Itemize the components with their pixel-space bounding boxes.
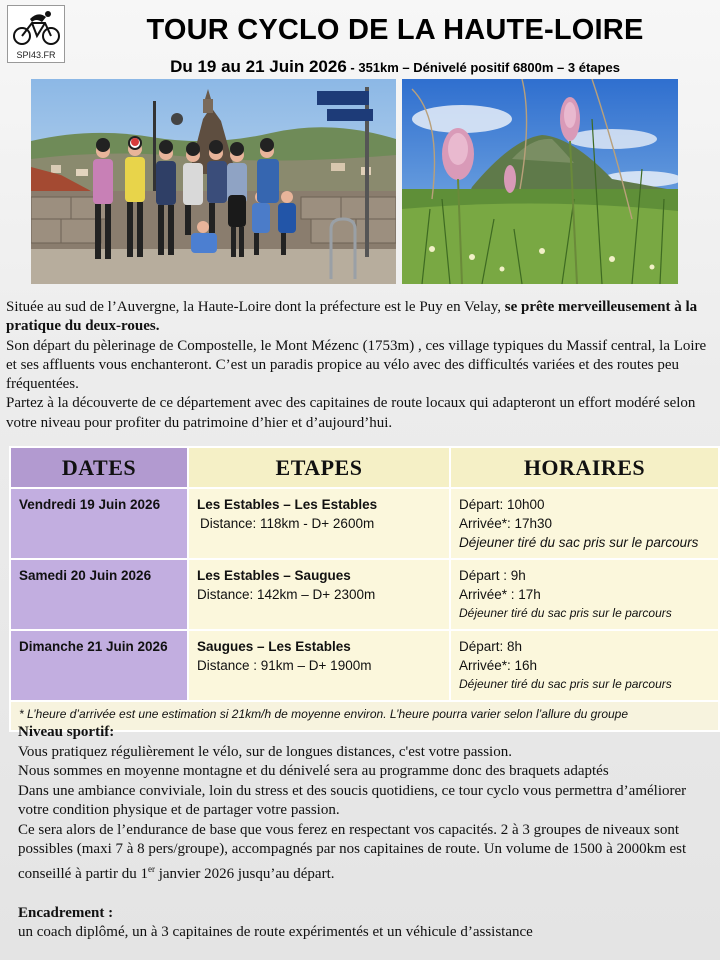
row-depart: Départ: 10h00 — [459, 497, 545, 512]
header-horaires: HORAIRES — [450, 447, 719, 488]
subtitle-dates: Du 19 au 21 Juin 2026 — [170, 57, 347, 76]
intro-p1-bold: se prête merveilleusement à la pratique du deux-roues. — [6, 299, 698, 335]
page-title: TOUR CYCLO DE LA HAUTE-LOIRE — [146, 14, 644, 46]
row-stage-cell — [188, 559, 450, 630]
row-date: Vendredi 19 Juin 2026 — [10, 488, 188, 559]
row-distance: Distance: 142km – D+ 2300m — [197, 587, 376, 602]
table-row — [10, 559, 719, 630]
niveau-line-4 — [18, 821, 708, 885]
details-text — [18, 723, 708, 943]
logo — [7, 5, 65, 63]
niveau-line-2: Nous sommes en moyenne montagne et du dénivelé sera au programme donc des braquets adaptés — [18, 763, 609, 779]
row-stage-cell — [188, 630, 450, 701]
row-lunch: Déjeuner tiré du sac pris sur le parcours — [459, 606, 672, 620]
row-stage: Les Estables – Les Estables — [197, 497, 378, 512]
table-row — [10, 630, 719, 701]
intro-paragraph-3: Partez à la découverte de ce département avec des capitaines de route locaux qui adapteront un effort modéré selon votre niveau pour profiter du patrimoine d’hier et d’aujourd’hui. — [6, 395, 696, 431]
encadrement-text: un coach diplômé, un à 3 capitaines de route expérimentés et un véhicule d’assistance — [18, 924, 533, 940]
intro-paragraph-1 — [6, 298, 712, 337]
encadrement-heading: Encadrement : — [18, 904, 114, 921]
niveau-line-1: Vous pratiquez régulièrement le vélo, sur de longues distances, c'est votre passion. — [18, 743, 512, 760]
mountain-flowers-photo — [402, 79, 678, 284]
row-times-cell — [450, 488, 719, 559]
row-arrivee: Arrivée* : 17h — [459, 587, 541, 602]
row-distance: Distance: 118km - D+ 2600m — [200, 516, 375, 531]
row-depart: Départ: 8h — [459, 639, 523, 654]
niveau-line-4-tail: janvier 2026 jusqu’au départ. — [154, 865, 335, 882]
row-date: Dimanche 21 Juin 2026 — [10, 630, 188, 701]
row-stage: Saugues – Les Estables — [197, 639, 351, 654]
niveau-line-4-text: Ce sera alors de l’endurance de base que vous ferez en respectant vos capacités. 2 à 3 groupes de niveaux sont possibles (maxi 7 à 8 pers/groupe), accompagnés par nos capitaines de route. Un volume de 1500 à 2000km est conseillé à partir du 1 — [18, 821, 687, 882]
cyclists-group-photo — [31, 79, 396, 284]
table-row — [10, 488, 719, 559]
row-lunch: Déjeuner tiré du sac pris sur le parcours — [459, 677, 672, 691]
header-dates: DATES — [10, 447, 188, 488]
row-times-cell — [450, 559, 719, 630]
schedule-table — [9, 446, 720, 732]
niveau-heading: Niveau sportif: — [18, 724, 115, 740]
row-lunch: Déjeuner tiré du sac pris sur le parcours — [459, 535, 699, 550]
subtitle-info: - 351km – Dénivelé positif 6800m – 3 étapes — [346, 60, 620, 75]
intro-text — [6, 298, 712, 433]
header-etapes: ETAPES — [188, 447, 450, 488]
logo-text: SPI43.FR — [16, 50, 56, 60]
intro-p1-text: Située au sud de l’Auvergne, la Haute-Loire dont la préfecture est le Puy en Velay, — [6, 299, 505, 315]
row-times-cell — [450, 630, 719, 701]
row-arrivee: Arrivée*: 17h30 — [459, 516, 553, 531]
intro-paragraph-2: Son départ du pèlerinage de Compostelle, le Mont Mézenc (1753m) , ces village typiques du Massif central, la Loire et ses affluents vous enchanteront. C’est un paradis propice au vélo avec des difficultés variées et des routes peu fréquentées. — [6, 337, 707, 393]
arrival-note: * L’heure d’arrivée est une estimation si 21km/h de moyenne environ. L’heure pourra varier selon l’allure du groupe — [10, 701, 719, 731]
niveau-line-3: Dans une ambiance conviviale, loin du stress et des soucis quotidiens, ce tour cyclo vous permettra d’améliorer votre condition physique et de partager votre passion. — [18, 782, 687, 818]
table-header-row — [10, 447, 719, 488]
row-depart: Départ : 9h — [459, 568, 526, 583]
subtitle — [70, 57, 720, 77]
row-arrivee: Arrivée*: 16h — [459, 658, 538, 673]
row-stage: Les Estables – Saugues — [197, 568, 351, 583]
row-date: Samedi 20 Juin 2026 — [10, 559, 188, 630]
row-stage-cell — [188, 488, 450, 559]
row-distance: Distance : 91km – D+ 1900m — [197, 658, 372, 673]
cyclist-logo-icon — [12, 9, 62, 47]
niveau-sup: er — [147, 863, 155, 874]
